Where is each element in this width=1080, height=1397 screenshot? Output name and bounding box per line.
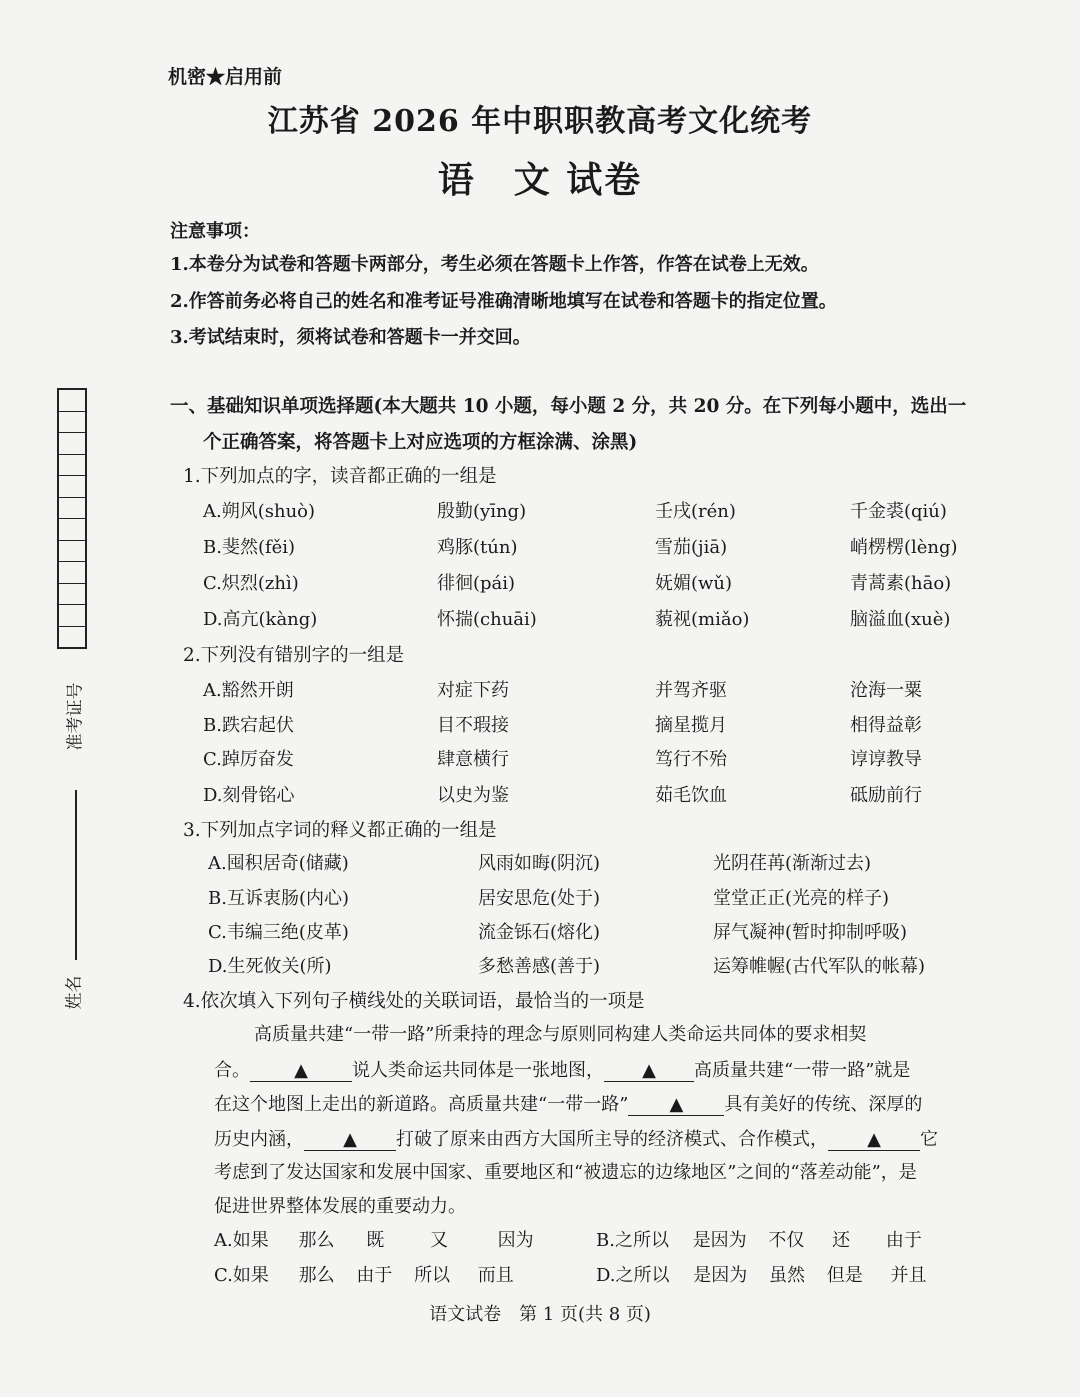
q4-passage-line: 考虑到了发达国家和发展中国家、重要地区和“被遗忘的边缘地区”之间的“落差动能”，是 <box>214 1162 917 1183</box>
q4-passage-line: 促进世界整体发展的重要动力。 <box>214 1196 466 1217</box>
question-4-stem: 4.依次填入下列句子横线处的关联词语，最恰当的一项是 <box>183 991 645 1012</box>
q4-opt-word: 但是 <box>826 1265 863 1286</box>
q4-text: 具有美好的传统、深厚的 <box>724 1094 923 1115</box>
name-line <box>75 790 77 960</box>
notice-item: 2.作答前务必将自己的姓名和准考证号准确清晰地填写在试卷和答题卡的指定位置。 <box>170 291 837 312</box>
q1-option-b[interactable]: B.斐然(fěi) <box>203 537 296 558</box>
q2-word: 并驾齐驱 <box>655 680 727 701</box>
question-3-stem: 3.下列加点字词的释义都正确的一组是 <box>183 820 497 841</box>
q4-text: 高质量共建“一带一路”就是 <box>694 1060 911 1081</box>
q4-opt-word: 那么 <box>298 1265 335 1286</box>
notice-item: 3.考试结束时，须将试卷和答题卡一并交回。 <box>170 327 531 348</box>
q1-option-c[interactable]: C.炽烈(zhì) <box>203 573 299 594</box>
answer-blank[interactable]: ▲ <box>250 1060 352 1082</box>
q4-text: 在这个地图上走出的新道路。高质量共建“一带一路” <box>214 1094 629 1115</box>
q1-word: 怀揣(chuāi) <box>437 609 537 630</box>
q4-opt-word: C.如果 <box>214 1265 269 1286</box>
q2-word: 谆谆教导 <box>850 749 922 770</box>
q1-word: 妩媚(wǔ) <box>655 573 733 594</box>
q2-word: 砥励前行 <box>850 785 922 806</box>
q3-word: 堂堂正正(光亮的样子) <box>713 888 890 909</box>
q2-option-b[interactable]: B.跌宕起伏 <box>203 715 294 736</box>
exam-title: 江苏省 2026 年中职职教高考文化统考 <box>267 104 813 139</box>
q4-opt-word: 是因为 <box>692 1230 747 1251</box>
q4-opt-word: 虽然 <box>768 1265 805 1286</box>
q3-word: 风雨如晦(阴沉) <box>478 853 601 874</box>
q2-word: 相得益彰 <box>850 715 922 736</box>
question-1-stem: 1.下列加点的字，读音都正确的一组是 <box>183 466 497 487</box>
q4-passage-line <box>214 1125 938 1151</box>
q4-option-d[interactable] <box>596 1261 926 1287</box>
q4-opt-word: 并且 <box>890 1265 927 1286</box>
q1-word: 鸡豚(tún) <box>437 537 518 558</box>
q2-word: 目不瑕接 <box>437 715 509 736</box>
q1-word: 壬戌(rén) <box>655 501 736 522</box>
q1-word: 峭楞楞(lèng) <box>850 537 958 558</box>
q2-word: 肆意横行 <box>437 749 509 770</box>
notice-heading: 注意事项： <box>170 221 260 242</box>
paper-subtitle: 语 文 试卷 <box>437 159 643 201</box>
q4-text: 说人类命运共同体是一张地图， <box>352 1060 604 1081</box>
q4-option-c[interactable] <box>214 1261 514 1287</box>
q4-opt-word: A.如果 <box>214 1230 269 1251</box>
q4-text: 打破了原来由西方大国所主导的经济模式、合作模式， <box>396 1129 828 1150</box>
name-label: 姓名 <box>64 975 85 1010</box>
q1-option-a[interactable]: A.朔风(shuò) <box>203 501 316 522</box>
q3-word: 运筹帷幄(古代军队的帐幕) <box>713 956 926 977</box>
q1-word: 青蒿素(hāo) <box>850 573 952 594</box>
confidential-mark: 机密★启用前 <box>168 66 283 88</box>
q2-word: 沧海一粟 <box>850 680 922 701</box>
q4-opt-word: 由于 <box>885 1230 922 1251</box>
q4-opt-word: 既 <box>366 1230 385 1251</box>
q4-opt-word: 又 <box>429 1230 448 1251</box>
q3-word: 多愁善感(善于) <box>478 956 601 977</box>
q3-word: 居安思危(处于) <box>478 888 601 909</box>
q3-option-b[interactable]: B.互诉衷肠(内心) <box>208 888 349 909</box>
q3-word: 屏气凝神(暂时抑制呼吸) <box>713 922 908 943</box>
q4-text: 历史内涵， <box>214 1129 304 1150</box>
q2-word: 摘星揽月 <box>655 715 727 736</box>
q4-passage-line <box>214 1090 922 1116</box>
q3-option-c[interactable]: C.韦编三绝(皮革) <box>208 922 349 943</box>
q4-option-a[interactable] <box>214 1226 534 1252</box>
section-heading: 一、基础知识单项选择题(本大题共 10 小题，每小题 2 分，共 20 分。在下列每小题中，选出一 <box>170 396 967 417</box>
q1-word: 徘徊(pái) <box>437 573 516 594</box>
q4-opt-word: 是因为 <box>693 1265 748 1286</box>
q3-word: 光阴荏苒(渐渐过去) <box>713 853 872 874</box>
q1-word: 藐视(miǎo) <box>655 609 750 630</box>
q2-option-c[interactable]: C.踔厉奋发 <box>203 749 294 770</box>
q4-text: 它 <box>920 1129 938 1150</box>
q4-option-b[interactable] <box>596 1226 922 1252</box>
q1-word: 脑溢血(xuè) <box>850 609 951 630</box>
section-heading-cont: 个正确答案，将答题卡上对应选项的方框涂满、涂黑) <box>203 432 638 453</box>
q4-opt-word: 所以 <box>414 1265 451 1286</box>
q2-word: 茹毛饮血 <box>655 785 727 806</box>
q1-word: 殷勤(yīng) <box>437 501 527 522</box>
q4-passage-line: 高质量共建“一带一路”所秉持的理念与原则同构建人类命运共同体的要求相契 <box>254 1024 867 1045</box>
q4-opt-word: 不仅 <box>768 1230 805 1251</box>
exam-id-label: 准考证号 <box>65 682 86 751</box>
q4-opt-word: 那么 <box>298 1230 335 1251</box>
answer-blank[interactable]: ▲ <box>304 1129 396 1151</box>
q2-word: 笃行不殆 <box>655 749 727 770</box>
q4-opt-word: 因为 <box>497 1230 534 1251</box>
notice-item: 1.本卷分为试卷和答题卡两部分，考生必须在答题卡上作答，作答在试卷上无效。 <box>170 254 819 275</box>
q3-word: 流金铄石(熔化) <box>478 922 601 943</box>
q3-option-d[interactable]: D.生死攸关(所) <box>208 956 332 977</box>
q1-word: 雪茄(jiā) <box>655 537 728 558</box>
q2-word: 对症下药 <box>437 680 509 701</box>
q3-option-a[interactable]: A.囤积居奇(储藏) <box>208 853 349 874</box>
q4-text: 合。 <box>214 1060 250 1081</box>
answer-blank[interactable]: ▲ <box>628 1094 724 1116</box>
q1-word: 千金裘(qiú) <box>850 501 947 522</box>
q4-opt-word: 还 <box>832 1230 851 1251</box>
q4-opt-word: D.之所以 <box>596 1265 670 1286</box>
q4-passage-line <box>214 1056 910 1082</box>
q2-word: 以史为鉴 <box>437 785 509 806</box>
q4-opt-word: 而且 <box>477 1265 514 1286</box>
q2-option-a[interactable]: A.豁然开朗 <box>203 680 294 701</box>
answer-blank[interactable]: ▲ <box>828 1129 920 1151</box>
answer-blank[interactable]: ▲ <box>604 1060 694 1082</box>
q1-option-d[interactable]: D.高亢(kàng) <box>203 609 318 630</box>
exam-id-grid[interactable] <box>57 388 87 649</box>
page-footer: 语文试卷 第 1 页(共 8 页) <box>429 1304 651 1325</box>
q4-opt-word: 由于 <box>356 1265 393 1286</box>
q2-option-d[interactable]: D.刻骨铭心 <box>203 785 295 806</box>
q4-opt-word: B.之所以 <box>596 1230 669 1251</box>
question-2-stem: 2.下列没有错别字的一组是 <box>183 645 405 666</box>
